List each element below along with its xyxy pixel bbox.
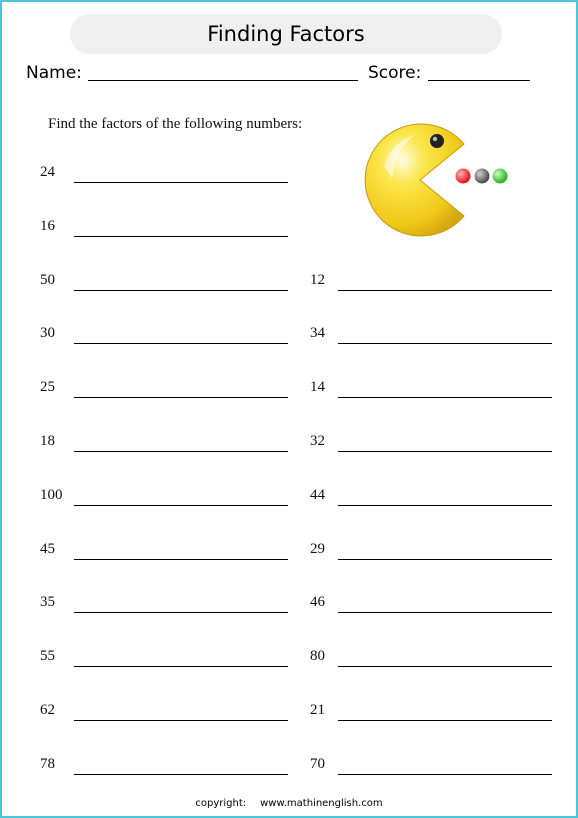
right-number-14: 14	[310, 379, 325, 396]
left-answer-line-24[interactable]	[74, 182, 288, 183]
left-number-18: 18	[40, 433, 55, 449]
right-answer-line-21[interactable]	[338, 720, 552, 721]
page-title: Finding Factors	[207, 22, 365, 46]
left-number-100: 100	[40, 486, 63, 503]
left-number-55: 55	[40, 648, 55, 665]
right-number-29: 29	[310, 540, 325, 557]
name-field[interactable]	[88, 80, 358, 81]
right-answer-line-70[interactable]	[338, 774, 552, 775]
left-answer-line-45[interactable]	[74, 559, 288, 560]
left-number-50: 50	[40, 271, 55, 288]
copyright-label: copyright:	[195, 798, 247, 809]
right-answer-line-44[interactable]	[338, 505, 552, 506]
right-answer-line-34[interactable]	[338, 343, 552, 344]
left-answer-line-25[interactable]	[74, 397, 288, 398]
left-number-24: 24	[40, 164, 55, 180]
left-number-45: 45	[40, 540, 55, 557]
left-answer-line-100[interactable]	[74, 505, 288, 506]
left-answer-line-18[interactable]	[74, 451, 288, 452]
right-number-21: 21	[310, 702, 325, 718]
pacman-icon	[362, 122, 522, 238]
right-answer-line-32[interactable]	[338, 451, 552, 452]
website-link[interactable]: www.mathinenglish.com	[260, 798, 383, 809]
right-number-34: 34	[310, 325, 325, 342]
left-answer-line-78[interactable]	[74, 774, 288, 775]
left-answer-line-35[interactable]	[74, 612, 288, 613]
left-answer-line-50[interactable]	[74, 290, 288, 291]
left-number-16: 16	[40, 217, 55, 234]
right-number-46: 46	[310, 594, 325, 611]
right-number-44: 44	[310, 486, 325, 503]
name-label: Name:	[26, 63, 82, 83]
score-field[interactable]	[428, 80, 530, 81]
right-answer-line-80[interactable]	[338, 666, 552, 667]
right-answer-line-29[interactable]	[338, 559, 552, 560]
right-number-12: 12	[310, 271, 325, 288]
left-answer-line-16[interactable]	[74, 236, 288, 237]
left-number-78: 78	[40, 755, 55, 772]
left-answer-line-62[interactable]	[74, 720, 288, 721]
right-number-80: 80	[310, 648, 325, 665]
right-number-70: 70	[310, 755, 325, 772]
instruction-text: Find the factors of the following numbers:	[48, 116, 303, 132]
title-banner	[70, 14, 502, 54]
left-number-62: 62	[40, 702, 55, 718]
right-answer-line-46[interactable]	[338, 612, 552, 613]
right-number-32: 32	[310, 433, 325, 449]
left-answer-line-55[interactable]	[74, 666, 288, 667]
left-answer-line-30[interactable]	[74, 343, 288, 344]
left-number-25: 25	[40, 379, 55, 396]
right-answer-line-12[interactable]	[338, 290, 552, 291]
left-number-35: 35	[40, 594, 55, 611]
left-number-30: 30	[40, 325, 55, 342]
right-answer-line-14[interactable]	[338, 397, 552, 398]
score-label: Score:	[368, 63, 422, 83]
footer	[2, 798, 576, 809]
